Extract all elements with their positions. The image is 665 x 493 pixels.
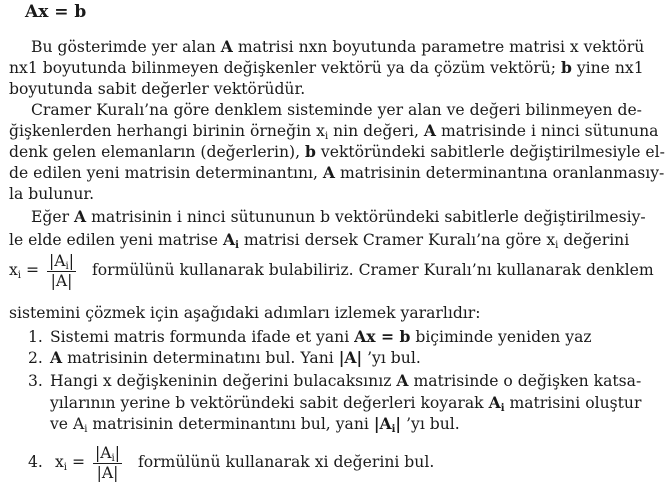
paragraph-2-line-1: Cramer Kuralı’na göre denklem sisteminde yer alan ve değeri bilinmeyen de- bbox=[31, 101, 642, 119]
paragraph-2-line-5: la bulunur. bbox=[9, 185, 95, 203]
formula-equals: = bbox=[25, 261, 40, 279]
paragraph-1-line-2: nx1 boyutunda bilinmeyen değişkenler vektörü ya da çözüm vektörü; b yine nx1 bbox=[9, 58, 644, 77]
paragraph-2-line-2: ğişkenlerden herhangi birinin örneğin $x_i$ nin değeri, A matrisinde i ninci sütununa bbox=[9, 121, 659, 142]
fraction-denominator: |A| bbox=[96, 463, 119, 482]
paragraph-2-line-4: de edilen yeni matrisin determinantını, A matrisinin determinantına oranlanmasıy- bbox=[9, 163, 665, 182]
list-item: 1. Sistemi matris formunda ifade et yani Ax = b biçiminde yeniden yaz bbox=[28, 327, 592, 346]
list-item-continuation: ve $A_i$ matrisinin determinantını bul, yani $|A_i|$ ’yı bul. bbox=[50, 414, 460, 435]
formula-description: formülünü kullanarak xi değerini bul. bbox=[137, 453, 435, 471]
paragraph-1-line-1: Bu gösterimde yer alan A matrisi nxn boyutunda parametre matrisi x vektörü bbox=[31, 37, 645, 56]
formula-equals: = bbox=[71, 453, 86, 471]
formula-description: formülünü kullanarak bulabiliriz. Cramer Kuralı’nı kullanarak denklem bbox=[91, 261, 654, 279]
list-item: 2. A matrisinin determinatını bul. Yani |A| ’yı bul. bbox=[28, 348, 421, 367]
list-item: 3. Hangi x değişkeninin değerini bulacaksınız A matrisinde o değişken katsa- bbox=[28, 371, 642, 390]
paragraph-3-line-1: Eğer A matrisinin i ninci sütununun b vektöründeki sabitlerle değiştirilmesiy- bbox=[31, 207, 646, 226]
list-item: 4. $x_i$ = $\frac{|A_i|}{|A|}$ formülünü kullanarak xi değerini bul. bbox=[28, 443, 435, 482]
fraction-numerator: $|A_i|$ bbox=[94, 443, 120, 464]
paragraph-2-line-3: denk gelen elemanların (değerlerin), b vektöründeki sabitlerle değiştirilmesiyle el- bbox=[9, 142, 665, 161]
paragraph-3-line-2: le elde edilen yeni matrise $A_i$ matrisi dersek Cramer Kuralı’na göre $x_i$ değerini bbox=[9, 230, 630, 251]
fraction-numerator: $|A_i|$ bbox=[49, 251, 74, 272]
formula-lhs: $x_i$ bbox=[9, 261, 21, 281]
equation-heading: Ax = b bbox=[25, 2, 87, 22]
paragraph-3-line-4: sistemini çözmek için aşağıdaki adımları izlemek yararlıdır: bbox=[9, 304, 481, 322]
paragraph-1-line-3: boyutunda sabit değerler vektörüdür. bbox=[9, 80, 306, 98]
formula-lhs: $x_i$ bbox=[54, 453, 67, 473]
fraction-denominator: |A| bbox=[50, 271, 73, 290]
list-item-continuation: yılarının yerine b vektöründeki sabit değerleri koyarak $A_i$ matrisini oluştur bbox=[50, 393, 642, 414]
cramer-formula-line bbox=[9, 251, 654, 291]
formula-fraction bbox=[47, 252, 76, 291]
formula-fraction bbox=[93, 444, 122, 483]
